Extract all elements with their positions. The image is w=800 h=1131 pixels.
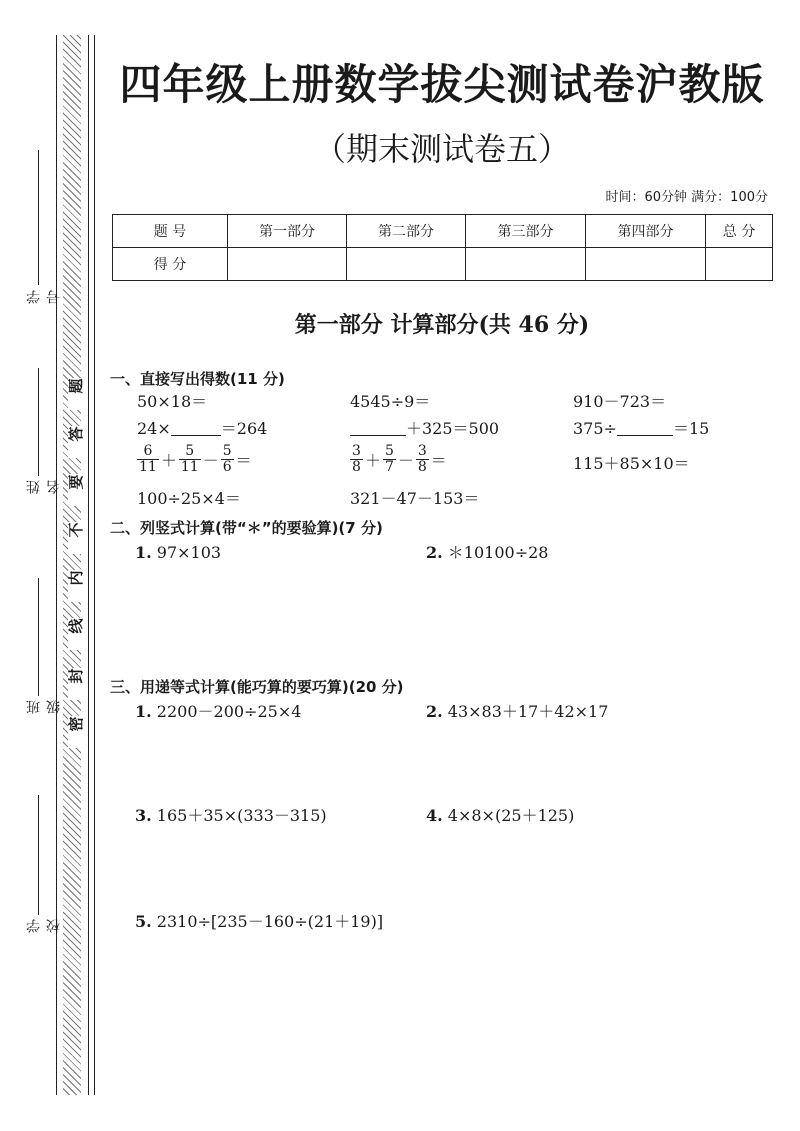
expression: 4545÷9＝: [350, 392, 431, 411]
expression: 50×18＝: [137, 392, 208, 411]
fraction: $\frac{5}{11}$: [180, 443, 199, 475]
expr-text: ＝15: [672, 419, 710, 438]
expr-text: ＋325＝500: [406, 419, 500, 438]
seal-char: 密: [68, 716, 84, 748]
score-header-cell: 第二部分: [347, 215, 466, 248]
page-title: 四年级上册数学拔尖测试卷沪教版: [119, 60, 765, 109]
answer-blank[interactable]: [617, 419, 673, 436]
score-header-cell: 总 分: [706, 215, 773, 248]
problem-item: 3. 165＋35×(333－315): [135, 806, 327, 825]
problem-item: 5. 2310÷[235－160÷(21＋19)]: [135, 912, 384, 931]
seal-char: 题: [68, 378, 84, 410]
expr-text: ＝264: [220, 419, 268, 438]
student-id-label: 学号: [26, 290, 62, 304]
score-cell[interactable]: [466, 248, 586, 281]
margin-rule: [94, 35, 95, 1095]
time-info: 时间：60分钟 满分：100分: [605, 190, 768, 205]
fraction: $\frac{5}{7}$: [384, 443, 394, 475]
fraction: $\frac{6}{11}$: [139, 443, 157, 475]
answer-blank[interactable]: [171, 419, 221, 436]
expression: 100÷25×4＝: [137, 489, 241, 508]
score-cell[interactable]: [228, 248, 347, 281]
score-header-row: [113, 215, 773, 248]
score-cell[interactable]: [586, 248, 706, 281]
margin-rule: [56, 35, 57, 1095]
problem-item: 1. 2200－200÷25×4: [135, 702, 302, 721]
expression: 321－47－153＝: [350, 489, 480, 508]
fill-line: [38, 578, 39, 696]
seal-char: 答: [68, 426, 84, 458]
question-heading: 三、用递等式计算(能巧算的要巧算)(20 分): [110, 678, 404, 696]
score-cell[interactable]: [347, 248, 466, 281]
score-header-cell: 题 号: [113, 215, 228, 248]
score-row-label: 得 分: [113, 248, 228, 281]
school-label: 学校: [26, 919, 62, 933]
score-header-cell: 第四部分: [586, 215, 706, 248]
fill-line: [38, 795, 39, 915]
seal-char: 不: [68, 522, 84, 554]
score-header-cell: 第三部分: [466, 215, 586, 248]
margin-rule: [88, 35, 89, 1095]
seal-char: 封: [68, 668, 84, 700]
name-label: 姓名: [26, 480, 62, 494]
page-subtitle: （期末测试卷五）: [313, 130, 570, 168]
class-label: 班级: [26, 700, 62, 714]
hatched-seal-line: [63, 35, 81, 1095]
fill-line: [38, 150, 39, 285]
problem-item: 1. 97×103: [135, 543, 222, 562]
expression: 910－723＝: [573, 392, 667, 411]
score-header-cell: 第一部分: [228, 215, 347, 248]
fraction: $\frac{3}{8}$: [417, 443, 427, 475]
answer-blank[interactable]: [350, 419, 406, 436]
fraction-expression: $\frac{6}{11}$ ＋ $\frac{5}{11}$ － $\frac{5}{6}$ ＝: [139, 443, 252, 475]
score-value-row: [113, 248, 773, 281]
question-heading: 二、列竖式计算(带“＊”的要验算)(7 分): [110, 519, 383, 537]
fraction-expression: $\frac{3}{8}$ ＋ $\frac{5}{7}$ － $\frac{3}{8}$ ＝: [352, 443, 447, 475]
score-cell[interactable]: [706, 248, 773, 281]
seal-char: 线: [68, 618, 84, 650]
question-heading: 一、直接写出得数(11 分): [110, 370, 285, 388]
expression: [350, 419, 499, 439]
expr-text: 375÷: [573, 419, 617, 438]
section-title: 第一部分 计算部分(共 46 分): [294, 312, 590, 338]
problem-item: 2. 43×83＋17＋42×17: [426, 702, 609, 721]
fraction: $\frac{5}{6}$: [222, 443, 232, 475]
problem-item: 4. 4×8×(25＋125): [426, 806, 575, 825]
fill-line: [38, 368, 39, 476]
expression: [137, 419, 267, 439]
fraction: $\frac{3}{8}$: [352, 443, 361, 475]
binding-margin: [0, 0, 100, 1131]
expression: [573, 419, 709, 439]
expression: 115＋85×10＝: [573, 454, 690, 473]
problem-item: 2. ＊10100÷28: [426, 543, 549, 562]
score-table: [112, 214, 773, 281]
seal-char: 要: [68, 474, 84, 506]
expr-text: 24×: [137, 419, 171, 438]
seal-char: 内: [68, 570, 84, 602]
